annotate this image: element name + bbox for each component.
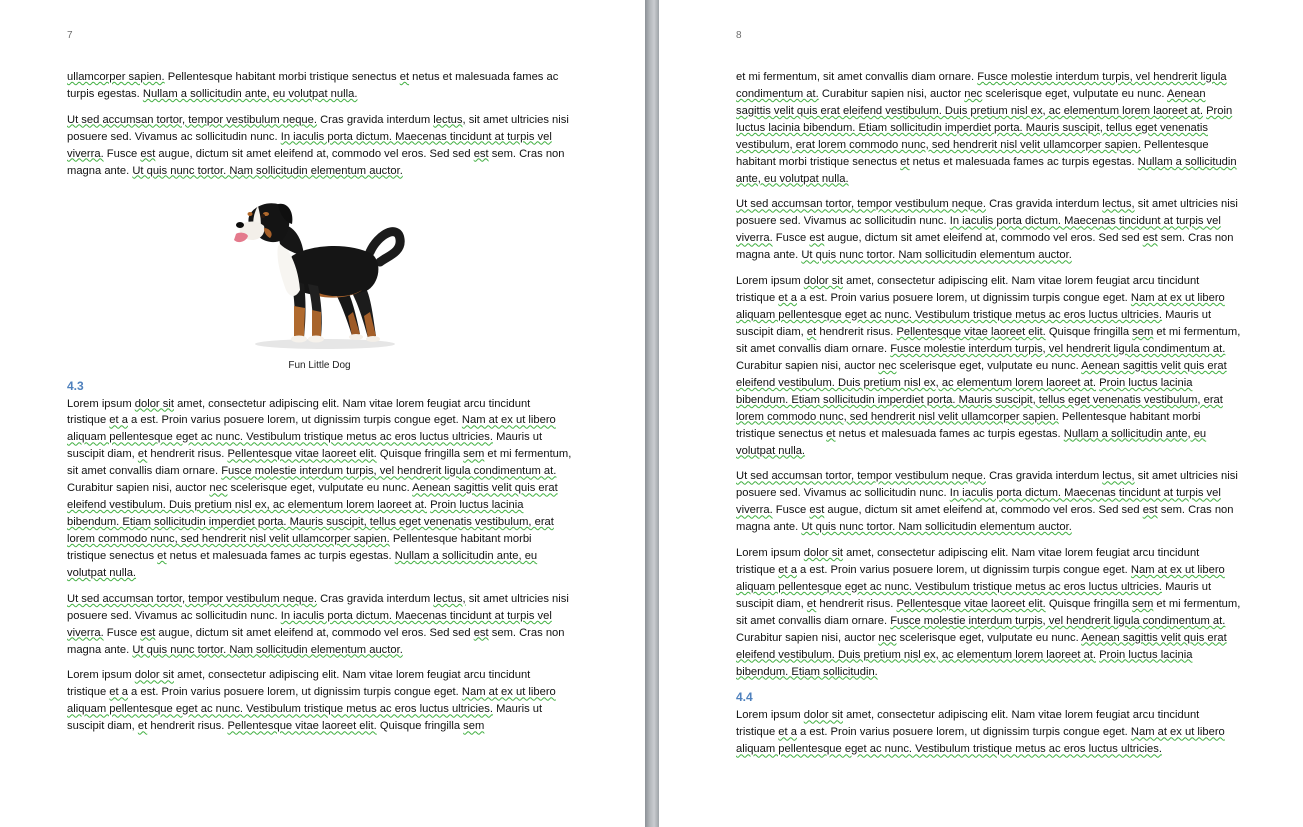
grammar-flagged-text[interactable]: Ut sed accumsan tortor, tempor vestibulum neque. [736, 198, 986, 211]
grammar-flagged-text[interactable]: est [140, 626, 156, 639]
text-run: Fusce [772, 504, 810, 517]
grammar-flagged-text[interactable]: Proin luctus lacinia bibendum. Etiam sollicitudin imperdiet porta. Mauris suscipit, tellus eget venenatis vestibulum, erat lorem commodo nunc, sed hendrerit nisl velit ullamcorper sapien. [736, 104, 1233, 151]
text-run: Pellentesque habitant morbi tristique senectus [67, 533, 532, 563]
grammar-flagged-text[interactable]: lectus, [1102, 198, 1135, 211]
text-run: a est. Proin varius posuere lorem, ut dignissim turpis congue eget. [796, 292, 1131, 305]
grammar-flagged-text[interactable]: et a [109, 414, 128, 427]
grammar-flagged-text[interactable]: nec [964, 87, 983, 100]
figure-caption: Fun Little Dog [288, 359, 351, 371]
grammar-flagged-text[interactable]: Ut quis nunc tortor. Nam sollicitudin elementum auctor. [801, 249, 1072, 262]
text-run: sit amet ultricies nisi posuere sed. Vivamus ac sollicitudin nunc. [67, 592, 569, 622]
grammar-flagged-text[interactable]: est [473, 626, 489, 639]
text-run: augue, dictum sit amet eleifend at, commodo vel eros. Sed sed [824, 504, 1143, 517]
text-run: Lorem ipsum [736, 709, 804, 722]
text-run: netus et malesuada fames ac turpis egestas. [166, 550, 395, 563]
text-run: Curabitur sapien nisi, auctor [818, 87, 965, 100]
text-run: a est. Proin varius posuere lorem, ut dignissim turpis congue eget. [127, 414, 462, 427]
page-body [736, 69, 1241, 767]
text-run: sem. Cras non magna ante. [67, 147, 565, 177]
text-run: a est. Proin varius posuere lorem, ut dignissim turpis congue eget. [796, 726, 1131, 739]
text-run: Fusce [103, 626, 141, 639]
text-run: augue, dictum sit amet eleifend at, commodo vel eros. Sed sed [155, 147, 474, 160]
grammar-flagged-text[interactable]: est [1142, 504, 1158, 517]
grammar-flagged-text[interactable]: In iaculis porta dictum. Maecenas tincidunt at turpis vel viverra. [736, 215, 1221, 245]
grammar-flagged-text[interactable]: Aenean sagittis velit quis erat eleifend vestibulum. Duis pretium nisl ex, ac elementum lorem laoreet at. [736, 87, 1206, 117]
text-run: Curabitur sapien nisi, auctor [736, 631, 879, 644]
text-run: a est. Proin varius posuere lorem, ut dignissim turpis congue eget. [796, 563, 1131, 576]
text-run: sit amet ultricies nisi posuere sed. Vivamus ac sollicitudin nunc. [736, 470, 1238, 500]
grammar-flagged-text[interactable]: Nullam a sollicitudin ante, eu volutpat nulla. [736, 155, 1237, 185]
text-run: Pellentesque habitant morbi tristique senectus [736, 138, 1209, 168]
grammar-flagged-text[interactable]: Pellentesque vitae laoreet elit. [896, 597, 1046, 610]
text-run: et mi fermentum, sit amet convallis diam ornare. [736, 597, 1241, 627]
text-run: netus et malesuada fames ac turpis egestas. [67, 71, 559, 100]
text-run: Curabitur sapien nisi, auctor [67, 482, 210, 495]
text-run: Mauris ut suscipit diam, [736, 580, 1212, 610]
grammar-flagged-text[interactable]: est [1142, 232, 1158, 245]
grammar-flagged-text[interactable]: Pellentesque vitae laoreet elit. [227, 448, 377, 461]
text-run: Mauris ut suscipit diam, [67, 703, 543, 733]
text-run: amet, consectetur adipiscing elit. Nam vitae lorem feugiat arcu tincidunt tristique [67, 669, 531, 699]
grammar-flagged-text[interactable]: lectus, [1102, 470, 1135, 483]
grammar-flagged-text[interactable]: sem [463, 720, 485, 733]
grammar-flagged-text[interactable]: Nam at ex ut libero aliquam pellentesque eget ac nunc. Vestibulum tristique metus ac eros luctus ultricies. [736, 292, 1225, 321]
text-run: augue, dictum sit amet eleifend at, commodo vel eros. Sed sed [824, 232, 1143, 245]
text-run: scelerisque eget, vulputate eu nunc. [227, 482, 413, 495]
paragraph[interactable] [736, 545, 1241, 681]
text-run: et mi fermentum, sit amet convallis diam ornare. [736, 71, 978, 83]
text-run: Fusce [772, 232, 810, 245]
text-run: netus et malesuada fames ac turpis egestas. [909, 155, 1138, 168]
grammar-flagged-text[interactable]: Fusce molestie interdum turpis, vel hendrerit ligula condimentum at. [890, 342, 1226, 355]
text-run: et mi fermentum, sit amet convallis diam ornare. [67, 448, 572, 478]
grammar-flagged-text[interactable]: et a [778, 292, 797, 305]
paragraph[interactable] [67, 591, 572, 659]
paragraph[interactable] [736, 707, 1241, 758]
text-run: Cras gravida interdum [316, 592, 434, 605]
grammar-flagged-text[interactable]: lectus, [433, 113, 466, 126]
paragraph[interactable] [67, 396, 572, 582]
paragraph[interactable] [736, 196, 1241, 264]
grammar-flagged-text[interactable]: nec [209, 482, 228, 495]
text-run: Pellentesque habitant morbi tristique senectus [164, 71, 400, 83]
grammar-flagged-text[interactable]: sem [463, 448, 485, 461]
grammar-flagged-text[interactable]: et [157, 550, 167, 563]
paragraph[interactable] [736, 273, 1241, 459]
text-run: Curabitur sapien nisi, auctor [736, 359, 879, 372]
text-run: Quisque fringilla [376, 448, 464, 461]
grammar-flagged-text[interactable]: Nullam a sollicitudin ante, eu volutpat nulla. [142, 87, 358, 100]
grammar-flagged-text[interactable]: dolor sit [134, 669, 174, 682]
grammar-flagged-text[interactable]: et a [778, 726, 797, 739]
text-run: scelerisque eget, vulputate eu nunc. [982, 87, 1167, 100]
paragraph[interactable] [67, 69, 572, 103]
page-gutter [645, 0, 659, 827]
grammar-flagged-text[interactable]: dolor sit [134, 397, 174, 410]
grammar-flagged-text[interactable]: nec [878, 631, 897, 644]
grammar-flagged-text[interactable]: nec [878, 359, 897, 372]
grammar-flagged-text[interactable]: dolor sit [803, 275, 843, 288]
grammar-flagged-text[interactable]: et [826, 427, 836, 440]
text-run: Quisque fringilla [376, 720, 464, 733]
text-run: Lorem ipsum [736, 546, 804, 559]
text-run: amet, consectetur adipiscing elit. Nam vitae lorem feugiat arcu tincidunt tristique [736, 709, 1200, 739]
text-run: Lorem ipsum [67, 397, 135, 410]
grammar-flagged-text[interactable]: et [137, 720, 148, 733]
grammar-flagged-text[interactable]: Ut sed accumsan tortor, tempor vestibulum neque. [67, 113, 317, 126]
text-run: amet, consectetur adipiscing elit. Nam vitae lorem feugiat arcu tincidunt tristique [67, 397, 531, 427]
grammar-flagged-text[interactable]: In iaculis porta dictum. Maecenas tincidunt at turpis vel viverra. [67, 130, 552, 160]
grammar-flagged-text[interactable]: Nam at ex ut libero aliquam pellentesque eget ac nunc. Vestibulum tristique metus ac eros luctus ultricies. [67, 686, 556, 716]
grammar-flagged-text[interactable]: dolor sit [803, 546, 843, 559]
grammar-flagged-text[interactable]: Ut quis nunc tortor. Nam sollicitudin elementum auctor. [801, 521, 1072, 534]
text-run: a est. Proin varius posuere lorem, ut dignissim turpis congue eget. [127, 686, 462, 699]
text-run: hendrerit risus. [816, 325, 897, 338]
text-run: sem. Cras non magna ante. [736, 232, 1234, 262]
grammar-flagged-text[interactable]: Ut sed accumsan tortor, tempor vestibulum neque. [736, 470, 986, 483]
text-run: Fusce [103, 147, 141, 160]
text-run: Quisque fringilla [1045, 597, 1133, 610]
grammar-flagged-text[interactable]: Ut quis nunc tortor. Nam sollicitudin elementum auctor. [132, 643, 403, 656]
text-run: Mauris ut suscipit diam, [736, 308, 1212, 338]
figure [67, 194, 572, 372]
text-run: et mi fermentum, sit amet convallis diam ornare. [736, 325, 1241, 355]
grammar-flagged-text[interactable]: Fusce molestie interdum turpis, vel hendrerit ligula condimentum at. [736, 71, 1227, 100]
grammar-flagged-text[interactable]: In iaculis porta dictum. Maecenas tincidunt at turpis vel viverra. [736, 487, 1221, 517]
grammar-flagged-text[interactable]: lectus, [433, 592, 466, 605]
grammar-flagged-text[interactable]: et [900, 155, 910, 168]
text-run: sem. Cras non magna ante. [736, 504, 1234, 534]
page-number: 7 [67, 30, 73, 41]
grammar-flagged-text[interactable]: ullamcorper sapien. [67, 71, 165, 83]
grammar-flagged-text[interactable]: Aenean sagittis velit quis erat eleifend vestibulum. Duis pretium nisl ex, ac elementum lorem laoreet at. [67, 482, 558, 512]
text-run: sem. Cras non magna ante. [67, 626, 565, 656]
grammar-flagged-text[interactable]: dolor sit [803, 709, 843, 722]
grammar-flagged-text[interactable]: et [137, 448, 148, 461]
dog-image[interactable] [220, 194, 420, 354]
text-run: hendrerit risus. [147, 448, 228, 461]
grammar-flagged-text[interactable]: et [399, 71, 410, 83]
grammar-flagged-text[interactable]: Proin luctus lacinia bibendum. Etiam sollicitudin imperdiet porta. Mauris suscipit, tellus eget venenatis vestibulum, erat lorem commodo nunc, sed hendrerit nisl velit ullamcorper sapien. [67, 499, 554, 546]
grammar-flagged-text[interactable]: sem [1132, 597, 1154, 610]
grammar-flagged-text[interactable]: est [473, 147, 489, 160]
document-page-7 [0, 0, 645, 827]
grammar-flagged-text[interactable]: In iaculis porta dictum. Maecenas tincidunt at turpis vel viverra. [67, 609, 552, 639]
grammar-flagged-text[interactable]: sem [1132, 325, 1154, 338]
grammar-flagged-text[interactable]: et a [778, 563, 797, 576]
grammar-flagged-text[interactable]: Fusce molestie interdum turpis, vel hendrerit ligula condimentum at. [890, 614, 1226, 627]
grammar-flagged-text[interactable]: et [806, 597, 817, 610]
document-page-8 [659, 0, 1303, 827]
grammar-flagged-text[interactable]: Nam at ex ut libero aliquam pellentesque eget ac nunc. Vestibulum tristique metus ac eros luctus ultricies. [67, 414, 556, 444]
grammar-flagged-text[interactable]: Proin luctus lacinia bibendum. Etiam sollicitudin. [736, 648, 1193, 678]
grammar-flagged-text[interactable]: Ut quis nunc tortor. Nam sollicitudin elementum auctor. [132, 164, 403, 177]
page-number: 8 [736, 30, 742, 41]
text-run: Lorem ipsum [67, 669, 135, 682]
grammar-flagged-text[interactable]: Proin luctus lacinia bibendum. Etiam sollicitudin imperdiet porta. Mauris suscipit, tellus eget venenatis vestibulum, erat lorem commodo nunc, sed hendrerit nisl velit ullamcorper sapien. [736, 376, 1223, 423]
grammar-flagged-text[interactable]: Nullam a sollicitudin ante, eu volutpat nulla. [736, 427, 1207, 457]
text-run: Lorem ipsum [736, 275, 804, 288]
grammar-flagged-text[interactable]: Pellentesque vitae laoreet elit. [227, 720, 377, 733]
grammar-flagged-text[interactable]: et [806, 325, 817, 338]
grammar-flagged-text[interactable]: Pellentesque vitae laoreet elit. [896, 325, 1046, 338]
grammar-flagged-text[interactable]: est [140, 147, 156, 160]
grammar-flagged-text[interactable]: Nullam a sollicitudin ante, eu volutpat nulla. [67, 550, 538, 580]
grammar-flagged-text[interactable]: est [809, 504, 825, 517]
grammar-flagged-text[interactable]: Ut sed accumsan tortor, tempor vestibulum neque. [67, 592, 317, 605]
grammar-flagged-text[interactable]: et a [109, 686, 128, 699]
section-heading-4-4[interactable]: 4.4 [736, 690, 753, 705]
text-run: Cras gravida interdum [316, 113, 434, 126]
grammar-flagged-text[interactable]: Nam at ex ut libero aliquam pellentesque eget ac nunc. Vestibulum tristique metus ac eros luctus ultricies. [736, 726, 1225, 756]
text-run: hendrerit risus. [816, 597, 897, 610]
text-run: Mauris ut suscipit diam, [67, 431, 543, 461]
text-run: amet, consectetur adipiscing elit. Nam vitae lorem feugiat arcu tincidunt tristique [736, 275, 1200, 305]
text-run: scelerisque eget, vulputate eu nunc. [896, 631, 1082, 644]
text-run: netus et malesuada fames ac turpis egestas. [835, 427, 1064, 440]
grammar-flagged-text[interactable]: Nam at ex ut libero aliquam pellentesque eget ac nunc. Vestibulum tristique metus ac eros luctus ultricies. [736, 563, 1225, 593]
text-run: Quisque fringilla [1045, 325, 1133, 338]
paragraph[interactable] [736, 468, 1241, 536]
text-run: hendrerit risus. [147, 720, 228, 733]
page-body [67, 69, 572, 744]
paragraph[interactable] [736, 69, 1241, 188]
grammar-flagged-text[interactable]: Fusce molestie interdum turpis, vel hendrerit ligula condimentum at. [221, 465, 557, 478]
paragraph[interactable] [67, 112, 572, 180]
grammar-flagged-text[interactable]: est [809, 232, 825, 245]
paragraph[interactable] [67, 667, 572, 735]
text-run: Cras gravida interdum [985, 198, 1103, 211]
text-run: sit amet ultricies nisi posuere sed. Vivamus ac sollicitudin nunc. [67, 113, 569, 143]
section-heading-4-3[interactable]: 4.3 [67, 378, 84, 393]
text-run: amet, consectetur adipiscing elit. Nam vitae lorem feugiat arcu tincidunt tristique [736, 546, 1200, 576]
text-run: Cras gravida interdum [985, 470, 1103, 483]
grammar-flagged-text[interactable]: Aenean sagittis velit quis erat eleifend vestibulum. Duis pretium nisl ex, ac elementum lorem laoreet at. [736, 359, 1227, 389]
text-run: sit amet ultricies nisi posuere sed. Vivamus ac sollicitudin nunc. [736, 198, 1238, 228]
text-run: augue, dictum sit amet eleifend at, commodo vel eros. Sed sed [155, 626, 474, 639]
text-run: Pellentesque habitant morbi tristique senectus [736, 410, 1201, 440]
grammar-flagged-text[interactable]: Aenean sagittis velit quis erat eleifend vestibulum. Duis pretium nisl ex, ac elementum lorem laoreet at. [736, 631, 1227, 661]
text-run: scelerisque eget, vulputate eu nunc. [896, 359, 1082, 372]
